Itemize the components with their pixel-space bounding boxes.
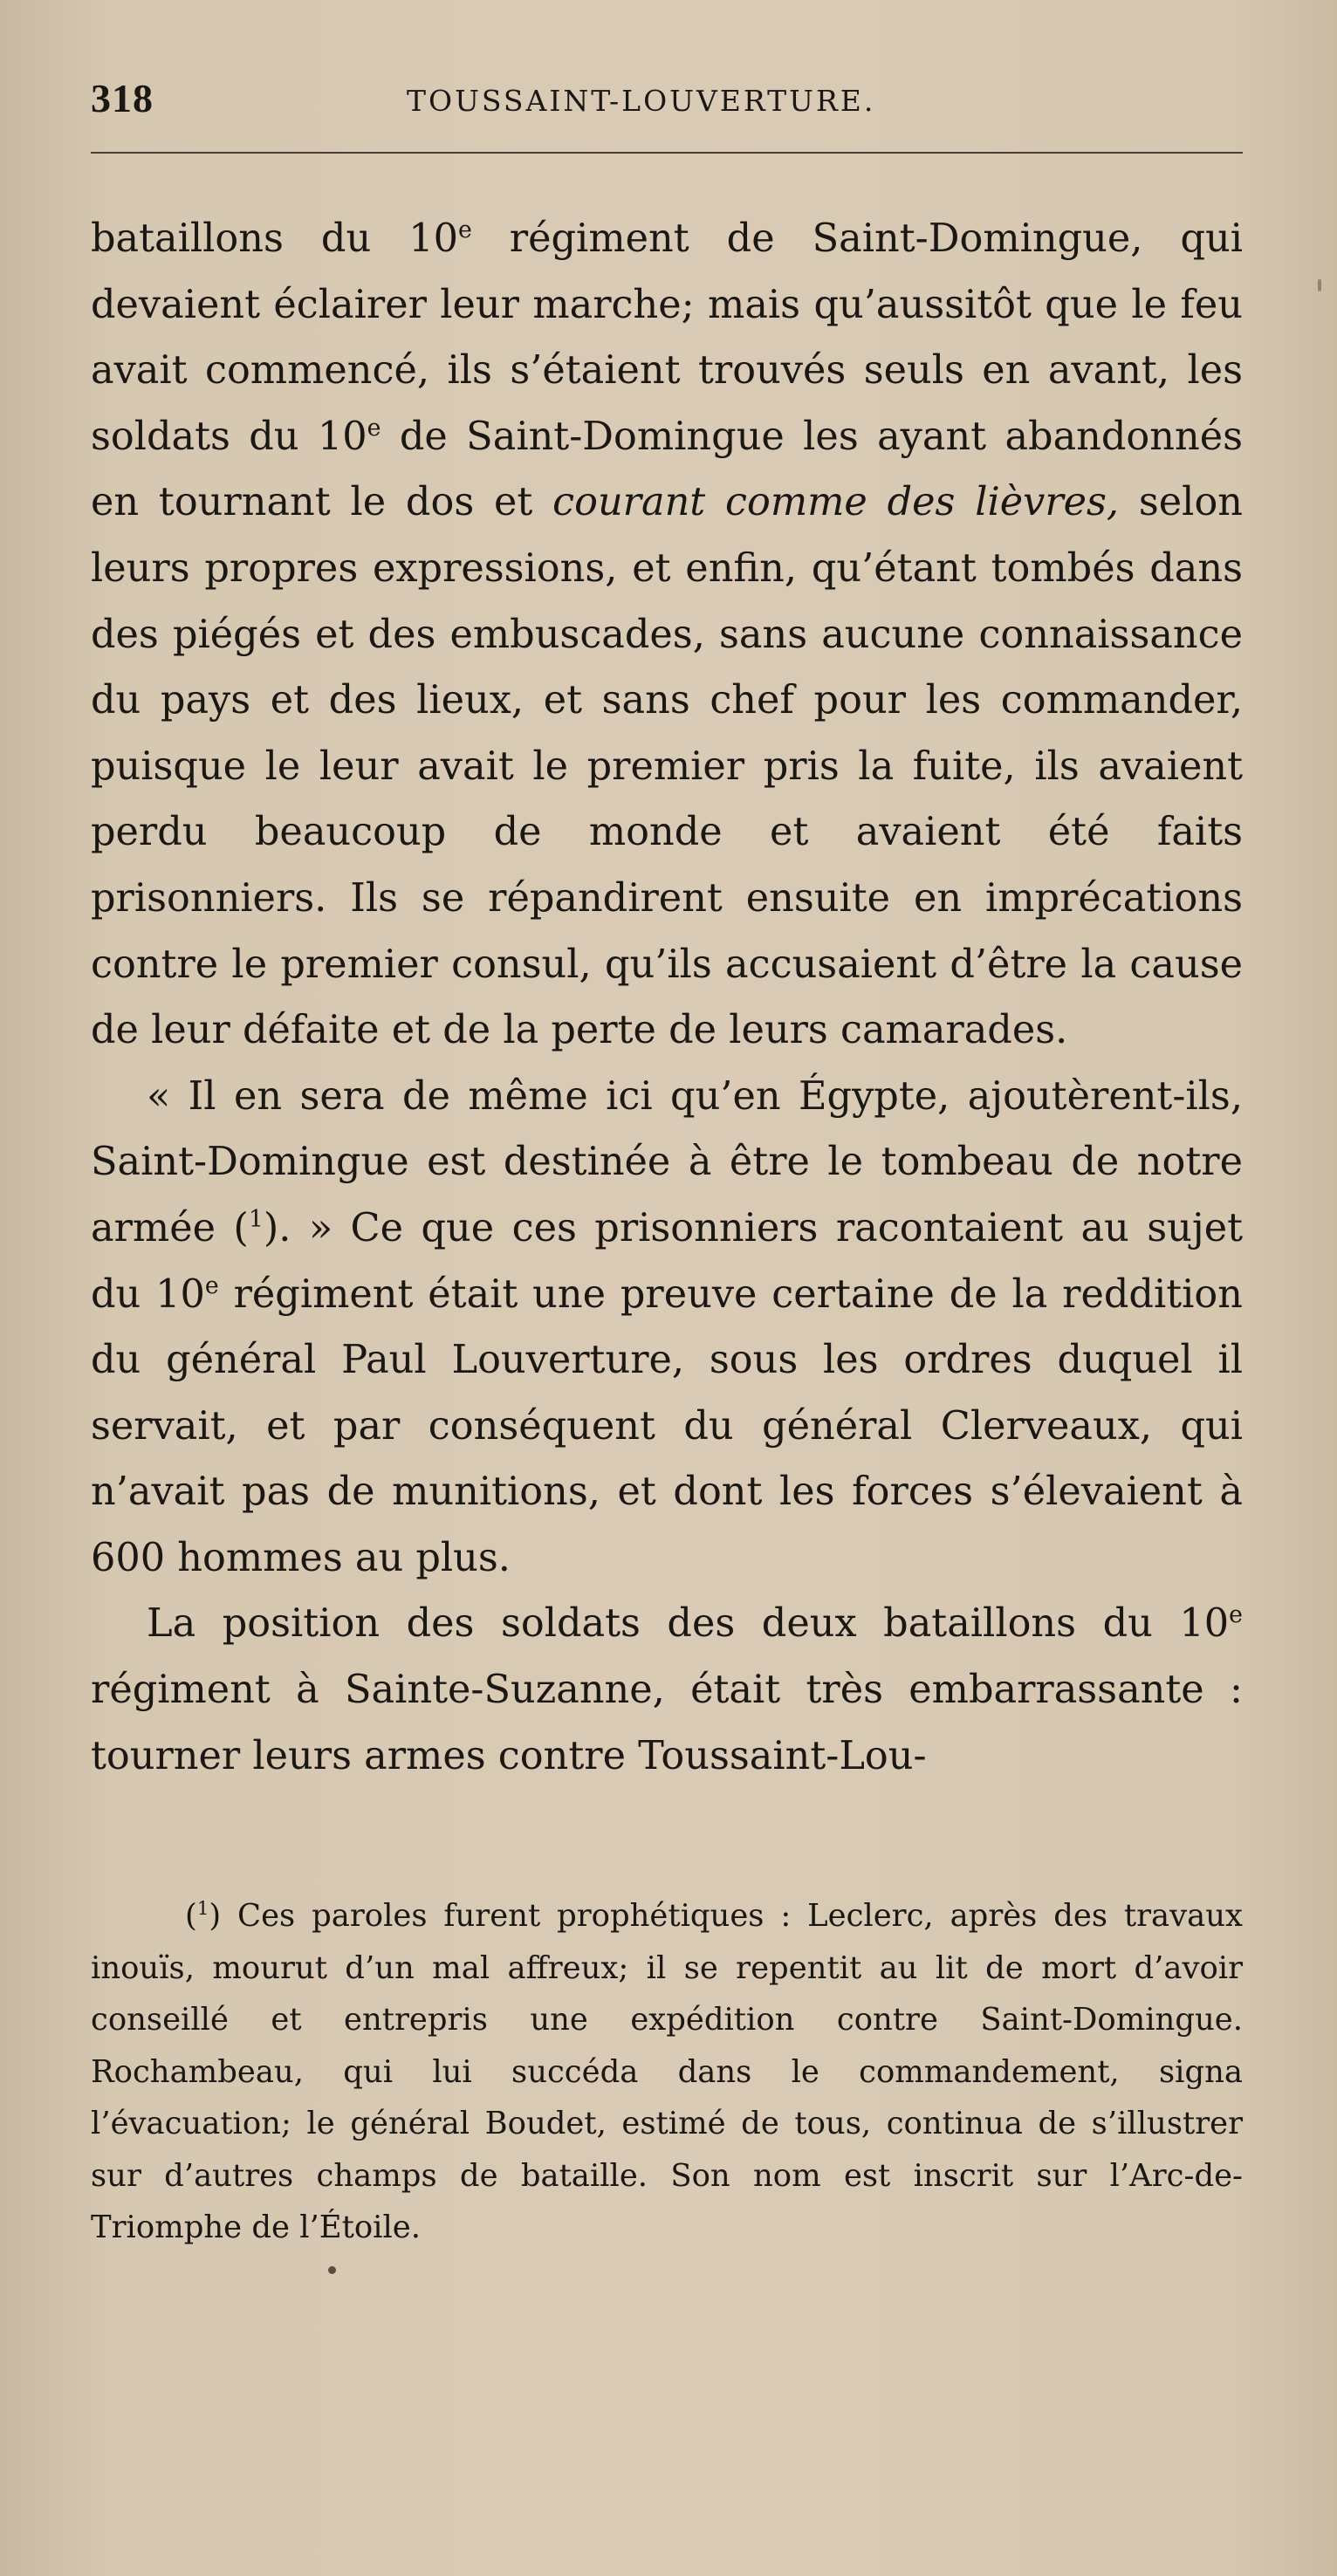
text-run: « Il en sera de même ici qu’en Égypte, ajoutèrent-ils, Saint-Domingue est destinée à être le tombeau de notre armée (	[91, 1072, 1243, 1250]
footnote-1: ($^1$) Ces paroles furent prophétiques : Leclerc, après des travaux inouïs, mourut d’un mal affreux; il se repentit au lit de mort d’avoir conseillé et entrepris une expédition contre Saint-Domingue. Rochambeau, qui lui succéda dans le commandement, signa l’évacuation; le général Boudet, estimé de tous, continua de s’illustrer sur d’autres champs de bataille. Son nom est inscrit sur l’Arc-de-Triomphe de l’Étoile.	[91, 1898, 1243, 2245]
footnotes	[91, 1890, 1243, 2254]
paragraph-3	[91, 1591, 1243, 1789]
text-run: de Saint-Domingue les ayant abandonnés en tournant le dos et	[91, 413, 1243, 525]
footnote-reference: 1	[248, 1206, 264, 1234]
superscript: e	[1229, 1601, 1243, 1629]
text-run: bataillons du 10	[91, 216, 458, 261]
footnote-marker: 1	[196, 1898, 209, 1921]
paper-speck	[328, 2266, 336, 2274]
italic-phrase: courant comme des lièvres,	[552, 479, 1120, 525]
superscript: e	[367, 414, 381, 442]
text-run: régiment était une preuve certaine de la reddition du général Paul Louverture, sous les ordres duquel il servait, et par conséquent du général Clerveaux, qui n’avait pas de munitions, et dont les forces s’élevaient à 600 hommes au plus.	[91, 1271, 1243, 1580]
page-number: 318	[91, 76, 154, 120]
paragraph-2	[91, 1064, 1243, 1592]
header-rule	[91, 152, 1243, 154]
text-run: régiment à Sainte-Suzanne, était très embarrassante : tourner leurs armes contre Toussaint-Lou-	[91, 1667, 1243, 1778]
running-title: TOUSSAINT-LOUVERTURE.	[407, 84, 876, 118]
text-run: régiment de Saint-Domingue, qui devaient éclairer leur marche; mais qu’aussitôt que le feu avait commencé, ils s’étaient trouvés seuls en avant, les soldats du 10	[91, 216, 1243, 459]
text-run: ). » Ce que ces prisonniers racontaient au sujet du 10	[91, 1204, 1244, 1317]
superscript: e	[457, 216, 472, 244]
paper-speck	[1318, 279, 1321, 291]
superscript: e	[204, 1271, 219, 1299]
page-header	[91, 75, 1243, 127]
paragraph-1	[91, 206, 1243, 1064]
body-text	[91, 206, 1243, 1789]
footnote-text: Ces paroles furent prophétiques : Leclerc, après des travaux inouïs, mourut d’un mal affreux; il se repentit au lit de mort d’avoir conseillé et entrepris une expédition contre Saint-Domingue. Rochambeau, qui lui succéda dans le commandement, signa l’évacuation; le général Boudet, estimé de tous, continua de s’illustrer sur d’autres champs de bataille. Son nom est inscrit sur l’Arc-de-Triomphe de l’Étoile.	[91, 1898, 1243, 2245]
text-run: selon leurs propres expressions, et enfin, qu’étant tombés dans des piégés et des embuscades, sans aucune connaissance du pays et des lieux, et sans chef pour les commander, puisque le leur avait le premier pris la fuite, ils avaient perdu beaucoup de monde et avaient été faits prisonniers. Ils se répandirent ensuite en imprécations contre le premier consul, qu’ils accusaient d’être la cause de leur défaite et de la perte de leurs camarades.	[91, 479, 1244, 1053]
text-run: La position des soldats des deux bataillons du 10	[147, 1600, 1230, 1647]
